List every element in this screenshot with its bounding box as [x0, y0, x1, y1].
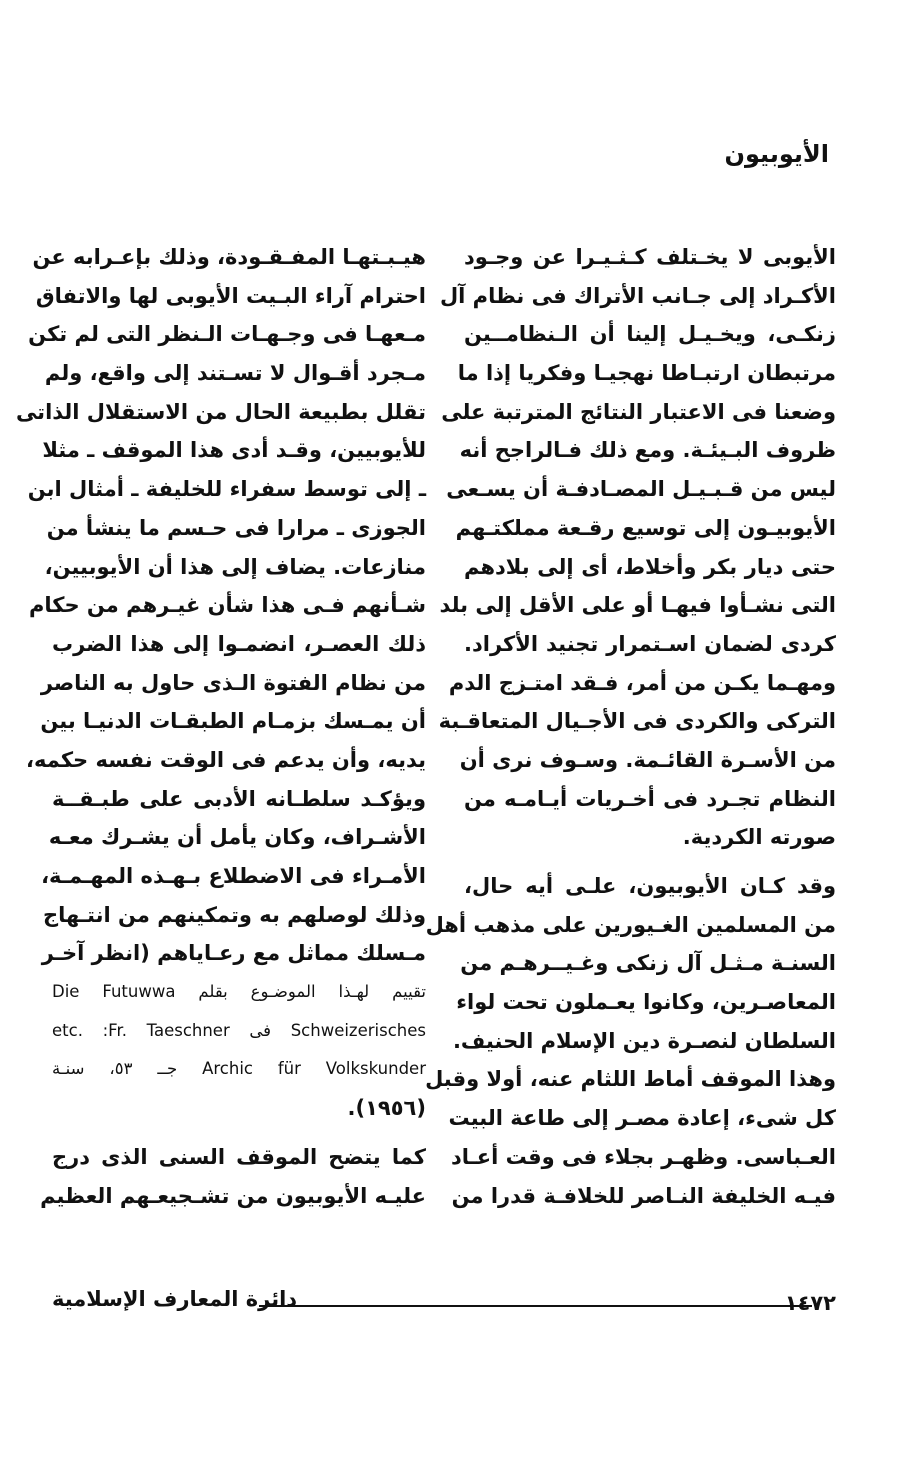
text-line: (١٩٥٦).	[347, 1096, 426, 1121]
text-line: كما يتضح الموقف السنى الذى درج	[52, 1144, 426, 1169]
text-line: الجوزى ـ مرارا فى حـسم ما ينشأ من	[46, 515, 426, 540]
text-line: السلطان لنصـرة دين الإسلام الحنيف.	[452, 1028, 836, 1053]
text-line: وضعنا فى الاعتبار النتائج المترتبة على	[441, 399, 836, 424]
text-line: ليس من قـبـيـل المصـادفـة أن يسـعى	[446, 477, 836, 502]
footer-divider-line	[259, 1305, 812, 1307]
text-line: السنـة مـثـل آل زنكى وغـيــرهـم من	[460, 951, 836, 976]
paragraph	[15, 238, 427, 1128]
text-line: ومهـما يكـن من أمر، فـقد امتـزج الدم	[448, 670, 836, 695]
text-line: Archic für Volkskunder جــ ٥٣، سنـة	[52, 1059, 426, 1079]
footer-journal-name: دائرة المعارف الإسلامية	[52, 1287, 298, 1311]
text-line: الأيوبى لا يخـتلف كـثـيـرا عن وجـود	[464, 245, 836, 269]
text-line: ذلك العصـر، انضمـوا إلى هذا الضرب	[52, 631, 426, 656]
text-line: مـسلك مماثل مع رعـاياهم (انظر آخـر	[41, 941, 426, 966]
text-line: وقد كـان الأيوبيون، علـى أيه حال،	[464, 874, 836, 898]
text-line: صورته الكردية.	[682, 825, 836, 850]
text-line: تقييم لهـذا الموضـوع بقلم Die Futuwwa	[52, 982, 427, 1002]
text-line: الأشـراف، وكان يأمل أن يشـرك معـه	[48, 825, 426, 850]
text-line: ويؤكـد سلطـانه الأدبى على طبـقــة	[52, 786, 426, 811]
running-header-title: الأيوبيون	[724, 140, 829, 168]
text-line: ظروف البـيئـة. ومع ذلك فـالراجح أنه	[459, 438, 836, 463]
text-line: الأمـراء فى الاضطلاع بـهـذه المهـمـة،	[41, 864, 426, 888]
text-line: كل شىء، إعادة مصـر إلى طاعة البيت	[448, 1106, 836, 1131]
text-line: العـباسى. وظهـر بجلاء فى وقت أعـاد	[450, 1144, 836, 1169]
text-line: المعاصـرين، وكانوا يعـملون تحت لواء	[456, 990, 836, 1015]
text-line: من الأسـرة القائـمة. وسـوف نرى أن	[459, 747, 836, 772]
text-line: عليـه الأيوبيون من تشـجيعـهم العظيم	[40, 1183, 426, 1208]
page-number: ١٤٧٢	[784, 1291, 836, 1315]
text-line: فيـه الخليفة النـاصر للخلافـة قدرا من	[451, 1183, 836, 1208]
text-line: من نظام الفتوة الـذى حاول به الناصر	[40, 670, 426, 695]
text-line: وذلك لوصلهم به وتمكينهم من انتـهاج	[42, 902, 426, 927]
text-line: مـعهـا فى وجـهـات الـنظر التى لم تكن	[28, 322, 426, 347]
text-line: منازعات. يضاف إلى هذا أن الأيوبيين،	[44, 554, 426, 579]
text-line: النظام تجـرد فى أخـريات أيـامـه من	[464, 786, 836, 811]
paragraph	[438, 238, 836, 857]
text-line: شـأنهم فـى هذا شأن غيـرهم من حكام	[28, 593, 426, 618]
text-line: تقلل بطبيعة الحال من الاستقلال الذاتى	[15, 399, 426, 424]
text-line: هيـبـتهـا المفـقـودة، وذلك بإعـرابه عن	[32, 245, 426, 269]
paragraph	[425, 867, 836, 1215]
text-line: الأكـراد إلى جـانب الأتراك فى نظام آل	[439, 283, 836, 308]
text-column-right	[425, 238, 836, 1215]
text-line: للأيوبيين، وقـد أدى هذا الموقف ـ مثلا	[42, 438, 426, 463]
text-line: الأيوبيـون إلى توسيع رقـعة مملكتـهم	[455, 515, 836, 540]
text-line: وهذا الموقف أماط اللثام عنه، أولا وقبل	[425, 1067, 836, 1092]
text-line: كردى لضمان اسـتمرار تجنيد الأكراد.	[464, 631, 836, 656]
text-line: زنكـى، ويخـيـل إلينا أن الـنظامــين	[464, 322, 836, 347]
paragraph	[40, 1138, 426, 1215]
text-line: من المسلمين الغـيورين على مذهب أهل	[425, 912, 836, 937]
text-line: التى نشـأوا فيهـا أو على الأقل إلى بلد	[439, 593, 836, 618]
text-column-left	[15, 238, 427, 1215]
text-line: مـجرد أقـوال لا تسـتند إلى واقع، ولم	[44, 361, 426, 386]
text-line: Schweizerisches فى etc. :Fr. Taeschner	[52, 1020, 426, 1040]
text-line: احترام آراء البـيت الأيوبى لها والاتفاق	[35, 283, 426, 308]
text-line: يديه، وأن يدعم فى الوقت نفسه حكمه،	[26, 747, 426, 772]
text-line: أن يمـسك بزمـام الطبقـات الدنيـا بين	[40, 709, 426, 734]
text-line: التركى والكردى فى الأجـيال المتعاقـبة	[438, 709, 836, 734]
text-line: حتى ديار بكر وأخلاط، أى إلى بلادهم	[464, 554, 836, 579]
text-line: مرتبطان ارتبـاطا نهجيـا وفكريا إذا ما	[457, 361, 836, 386]
page-footer	[52, 1285, 836, 1325]
text-line: ـ إلى توسط سفراء للخليفة ـ أمثال ابن	[27, 477, 426, 502]
